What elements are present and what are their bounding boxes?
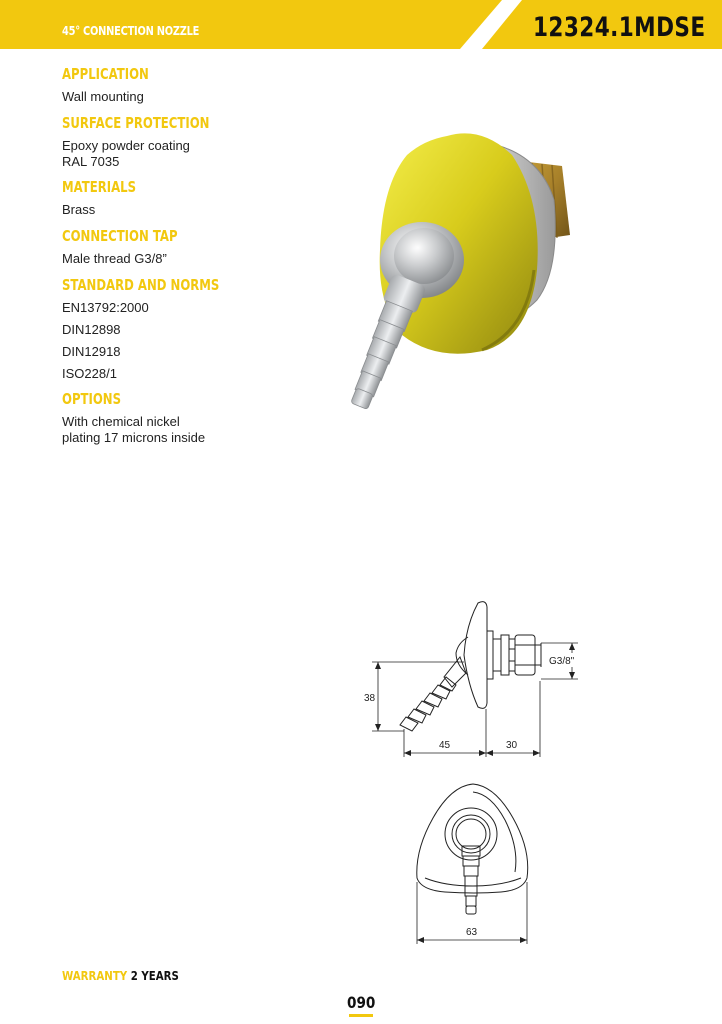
dimension-length-b: 30 (506, 740, 518, 751)
norm-item: DIN12898 (62, 322, 121, 337)
norm-item: DIN12918 (62, 344, 121, 359)
standards-heading: STANDARD AND NORMS (62, 276, 220, 294)
surface-protection-value (62, 138, 322, 170)
warranty-label: WARRANTY (62, 969, 128, 983)
options-line-1: With chemical nickel (62, 414, 180, 429)
dimension-width: 63 (466, 927, 478, 938)
dimension-thread: G3/8" (549, 656, 575, 667)
options-line-2: plating 17 microns inside (62, 430, 206, 445)
product-photo (322, 130, 592, 440)
options-value (62, 414, 322, 446)
materials-heading: MATERIALS (62, 178, 137, 196)
application-value: Wall mounting (62, 89, 144, 104)
dimension-length-a: 45 (439, 740, 451, 751)
side-view-drawing (360, 595, 590, 765)
product-code: 12324.1MDSE (533, 12, 706, 43)
norm-item: ISO228/1 (62, 366, 117, 381)
front-view-drawing (405, 778, 545, 953)
connection-tap-value: Male thread G3/8” (62, 251, 167, 266)
application-heading: APPLICATION (62, 65, 149, 83)
surface-protection-line-1: Epoxy powder coating (62, 138, 190, 153)
surface-protection-heading: SURFACE PROTECTION (62, 114, 210, 132)
options-heading: OPTIONS (62, 390, 122, 408)
norm-item: EN13792:2000 (62, 300, 149, 315)
page-title: 45° CONNECTION NOZZLE (62, 24, 200, 38)
dimension-height: 38 (364, 693, 376, 704)
page-number: 090 (347, 993, 376, 1012)
surface-protection-line-2: RAL 7035 (62, 154, 120, 169)
spec-list (62, 63, 322, 452)
connection-tap-heading: CONNECTION TAP (62, 227, 178, 245)
warranty-value: 2 YEARS (130, 969, 179, 983)
page-number-underline (349, 1014, 373, 1017)
materials-value: Brass (62, 202, 96, 217)
warranty (62, 969, 179, 983)
header-bar (0, 0, 722, 49)
